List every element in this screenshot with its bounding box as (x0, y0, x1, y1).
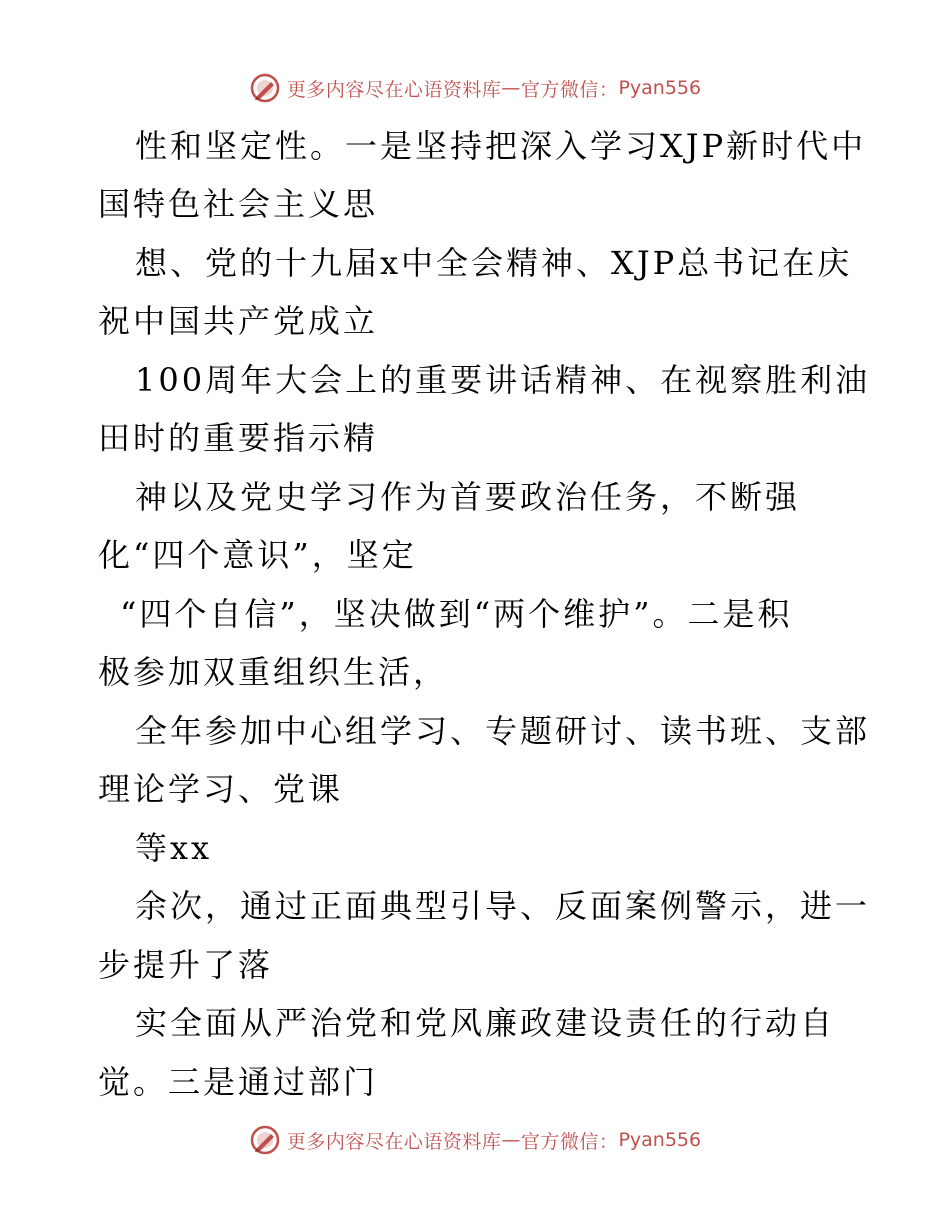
body-line: 想、党的十九届x中全会精神、XJP总书记在庆 (135, 244, 853, 282)
body-line: 100周年大会上的重要讲话精神、在视察胜利油 (135, 361, 871, 399)
watermark-separator: — (501, 1129, 521, 1151)
body-line: 国特色社会主义思 (98, 185, 379, 223)
watermark-wechat-label: 官方微信： (520, 78, 619, 101)
watermark-separator: — (501, 77, 521, 99)
watermark-brand: 更多内容尽在心语资料库 (286, 1130, 502, 1153)
body-line: 觉。三是通过部门 (98, 1063, 379, 1101)
body-line: “四个自信”，坚决做到“两个维护”。二是积 (120, 595, 793, 633)
body-line: 余次，通过正面典型引导、反面案例警示，进一 (135, 887, 871, 925)
body-line: 神以及党史学习作为首要政治任务，不断强 (135, 478, 801, 516)
watermark-wechat-id: Pyan556 (618, 1129, 702, 1151)
body-line: 理论学习、党课 (98, 770, 344, 808)
seal-pen-icon (249, 1124, 281, 1156)
watermark-wechat-id: Pyan556 (618, 77, 702, 99)
body-line: 极参加双重组织生活， (98, 653, 449, 691)
body-line: 步提升了落 (98, 946, 274, 984)
body-line: 全年参加中心组学习、专题研讨、读书班、支部 (135, 712, 871, 750)
watermark-wechat-label: 官方微信： (520, 1130, 619, 1153)
body-line: 化“四个意识”，坚定 (98, 536, 417, 574)
body-line: 等xx (135, 829, 213, 867)
watermark-brand: 更多内容尽在心语资料库 (286, 78, 502, 101)
footer-watermark (0, 1124, 950, 1156)
body-line: 祝中国共产党成立 (98, 302, 379, 340)
header-watermark (0, 72, 950, 104)
body-line: 田时的重要指示精 (98, 419, 379, 457)
seal-pen-icon (249, 72, 281, 104)
body-line: 性和坚定性。一是坚持把深入学习XJP新时代中 (135, 127, 867, 165)
body-line: 实全面从严治党和党风廉政建设责任的行动自 (135, 1004, 836, 1042)
